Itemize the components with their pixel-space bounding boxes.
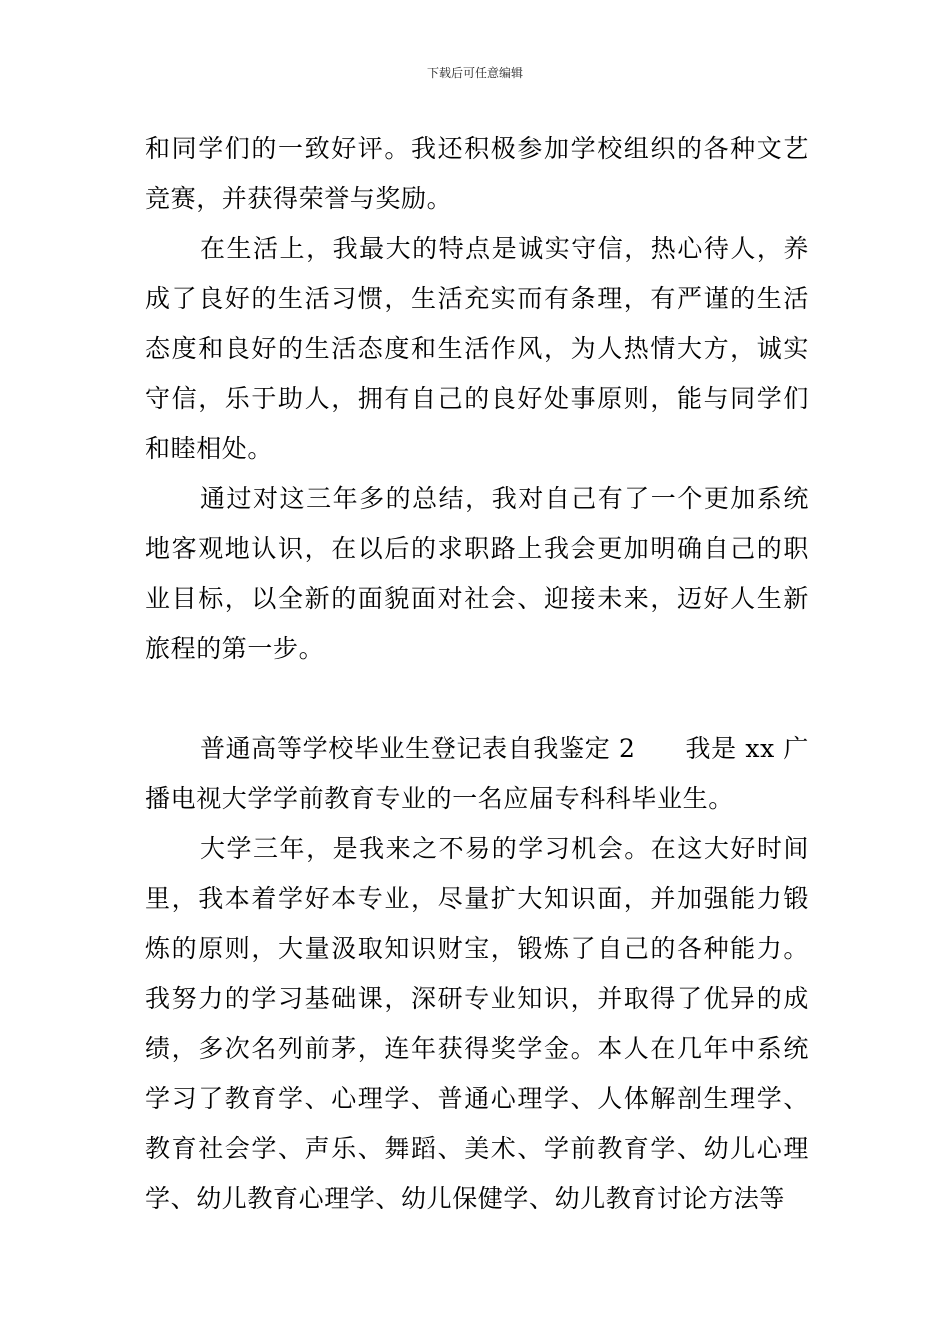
- paragraph-study: 大学三年，是我来之不易的学习机会。在这大好时间里，我本着学好本专业，尽量扩大知识面，并加强能力锻炼的原则，大量汲取知识财宝，锻炼了自己的各种能力。我努力的学习基础课，深研专业知识，并取得了优异的成绩，多次名列前茅，连年获得奖学金。本人在几年中系统学习了教育学、心理学、普通心理学、人体解剖生理学、教育社会学、声乐、舞蹈、美术、学前教育学、幼儿心理学、幼儿教育心理学、幼儿保健学、幼儿教育讨论方法等: [145, 834, 809, 1213]
- section-title: 普通高等学校毕业生登记表自我鉴定 2: [200, 734, 636, 763]
- paragraph-life: 在生活上，我最大的特点是诚实守信，热心待人，养成了良好的生活习惯，生活充实而有条理，有严谨的生活态度和良好的生活态度和生活作风，为人热情大方，诚实守信，乐于助人，拥有自己的良好处事原则，能与同学们和睦相处。: [145, 234, 809, 463]
- page-header-note: 下载后可任意编辑: [426, 66, 523, 80]
- paragraph-summary: 通过对这三年多的总结，我对自己有了一个更加系统地客观地认识，在以后的求职路上我会更加明确自己的职业目标，以全新的面貌面对社会、迎接未来，迈好人生新旅程的第一步。: [145, 484, 809, 663]
- paragraph-section-intro: [145, 724, 809, 824]
- document-body: [145, 124, 809, 1224]
- paragraph-continuation: 和同学们的一致好评。我还积极参加学校组织的各种文艺竞赛，并获得荣誉与奖励。: [145, 134, 809, 213]
- section-spacer: [145, 674, 809, 724]
- intro-text: 我是 xx 广播电视大学学前教育专业的一名应届专科科毕业生。: [145, 734, 809, 813]
